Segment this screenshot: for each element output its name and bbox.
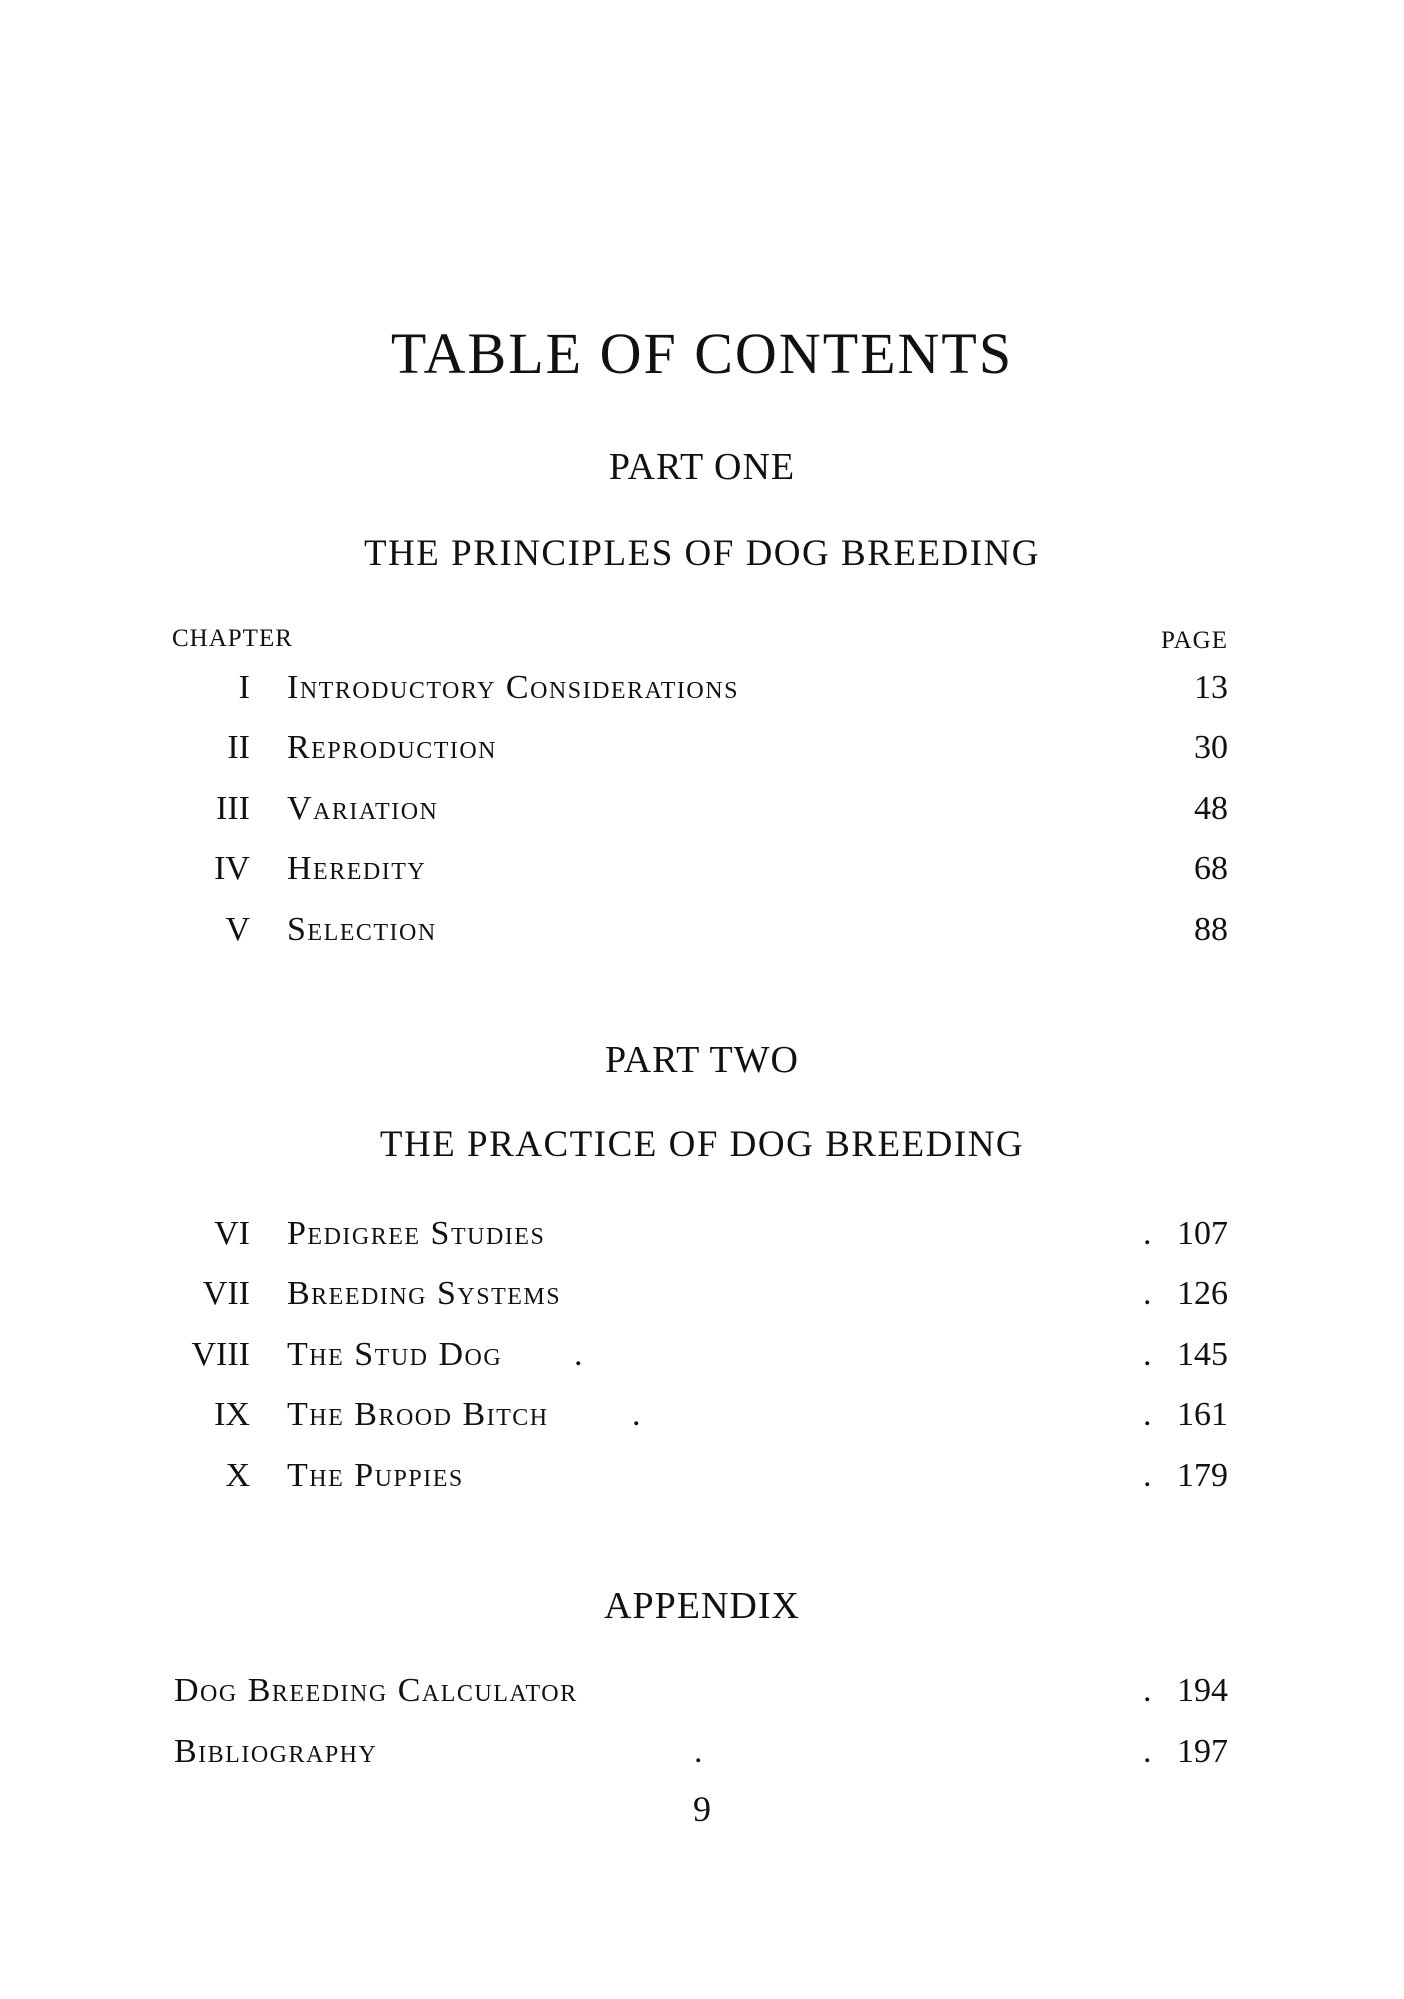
toc-entry bbox=[0, 1210, 1404, 1258]
chapter-number: VI bbox=[214, 1215, 250, 1252]
page-number: 48 bbox=[1194, 790, 1228, 827]
leader-dot: . bbox=[1143, 1733, 1152, 1770]
chapter-number: IV bbox=[214, 850, 250, 887]
toc-entry bbox=[0, 664, 1404, 712]
page-number: 126 bbox=[1177, 1275, 1228, 1312]
page-number: 68 bbox=[1194, 850, 1228, 887]
part-one-subtitle: THE PRINCIPLES OF DOG BREEDING bbox=[363, 533, 1041, 574]
leader-dot: . bbox=[1143, 1275, 1152, 1312]
page-number: 88 bbox=[1194, 911, 1228, 948]
folio-page-number: 9 bbox=[693, 1789, 711, 1829]
leader-dot: . bbox=[694, 1733, 703, 1770]
toc-entry bbox=[0, 1667, 1404, 1715]
chapter-title: The Stud Dog bbox=[287, 1336, 503, 1373]
page-number: 107 bbox=[1177, 1215, 1228, 1252]
page-number: 161 bbox=[1177, 1396, 1228, 1433]
chapter-number: II bbox=[227, 729, 250, 766]
leader-dot: . bbox=[632, 1396, 641, 1433]
chapter-number: IX bbox=[214, 1396, 250, 1433]
chapter-number: III bbox=[216, 790, 250, 827]
page-number: 13 bbox=[1194, 669, 1228, 706]
page-number: 194 bbox=[1177, 1672, 1228, 1709]
page-number: 197 bbox=[1177, 1733, 1228, 1770]
page-number: 145 bbox=[1177, 1336, 1228, 1373]
part-two-subtitle: THE PRACTICE OF DOG BREEDING bbox=[379, 1124, 1025, 1165]
chapter-title: Variation bbox=[287, 790, 439, 827]
chapter-title: The Puppies bbox=[287, 1457, 464, 1494]
toc-entry bbox=[0, 1331, 1404, 1379]
page-title: TABLE OF CONTENTS bbox=[390, 321, 1014, 386]
toc-entry bbox=[0, 785, 1404, 833]
chapter-title: Breeding Systems bbox=[287, 1275, 562, 1312]
chapter-title: Heredity bbox=[287, 850, 427, 887]
chapter-title: Introductory Considerations bbox=[287, 669, 739, 706]
part-two-heading: PART TWO bbox=[604, 1039, 799, 1081]
leader-dot: . bbox=[1143, 1396, 1152, 1433]
chapter-title: The Brood Bitch bbox=[287, 1396, 549, 1433]
appendix-heading: APPENDIX bbox=[604, 1585, 800, 1627]
leader-dot: . bbox=[574, 1336, 583, 1373]
toc-entry bbox=[0, 906, 1404, 954]
chapter-title: Pedigree Studies bbox=[287, 1215, 546, 1252]
leader-dot: . bbox=[1143, 1672, 1152, 1709]
chapter-number: X bbox=[225, 1457, 250, 1494]
toc-entry bbox=[0, 1270, 1404, 1318]
toc-entry bbox=[0, 845, 1404, 893]
page-number: 179 bbox=[1177, 1457, 1228, 1494]
chapter-number: V bbox=[225, 911, 250, 948]
page-column-label: PAGE bbox=[1161, 627, 1228, 654]
toc-entry bbox=[0, 724, 1404, 772]
chapter-number: VIII bbox=[191, 1336, 250, 1373]
chapter-column-label: CHAPTER bbox=[172, 625, 293, 652]
appendix-title: Dog Breeding Calculator bbox=[174, 1672, 578, 1709]
chapter-number: I bbox=[238, 669, 250, 706]
chapter-number: VII bbox=[202, 1275, 250, 1312]
appendix-title: Bibliography bbox=[174, 1733, 378, 1770]
part-one-heading: PART ONE bbox=[608, 446, 796, 488]
toc-entry bbox=[0, 1452, 1404, 1500]
leader-dot: . bbox=[1143, 1336, 1152, 1373]
leader-dot: . bbox=[1143, 1457, 1152, 1494]
page-number: 30 bbox=[1194, 729, 1228, 766]
chapter-title: Reproduction bbox=[287, 729, 498, 766]
toc-entry bbox=[0, 1391, 1404, 1439]
chapter-title: Selection bbox=[287, 911, 437, 948]
leader-dot: . bbox=[1143, 1215, 1152, 1252]
toc-entry bbox=[0, 1728, 1404, 1776]
